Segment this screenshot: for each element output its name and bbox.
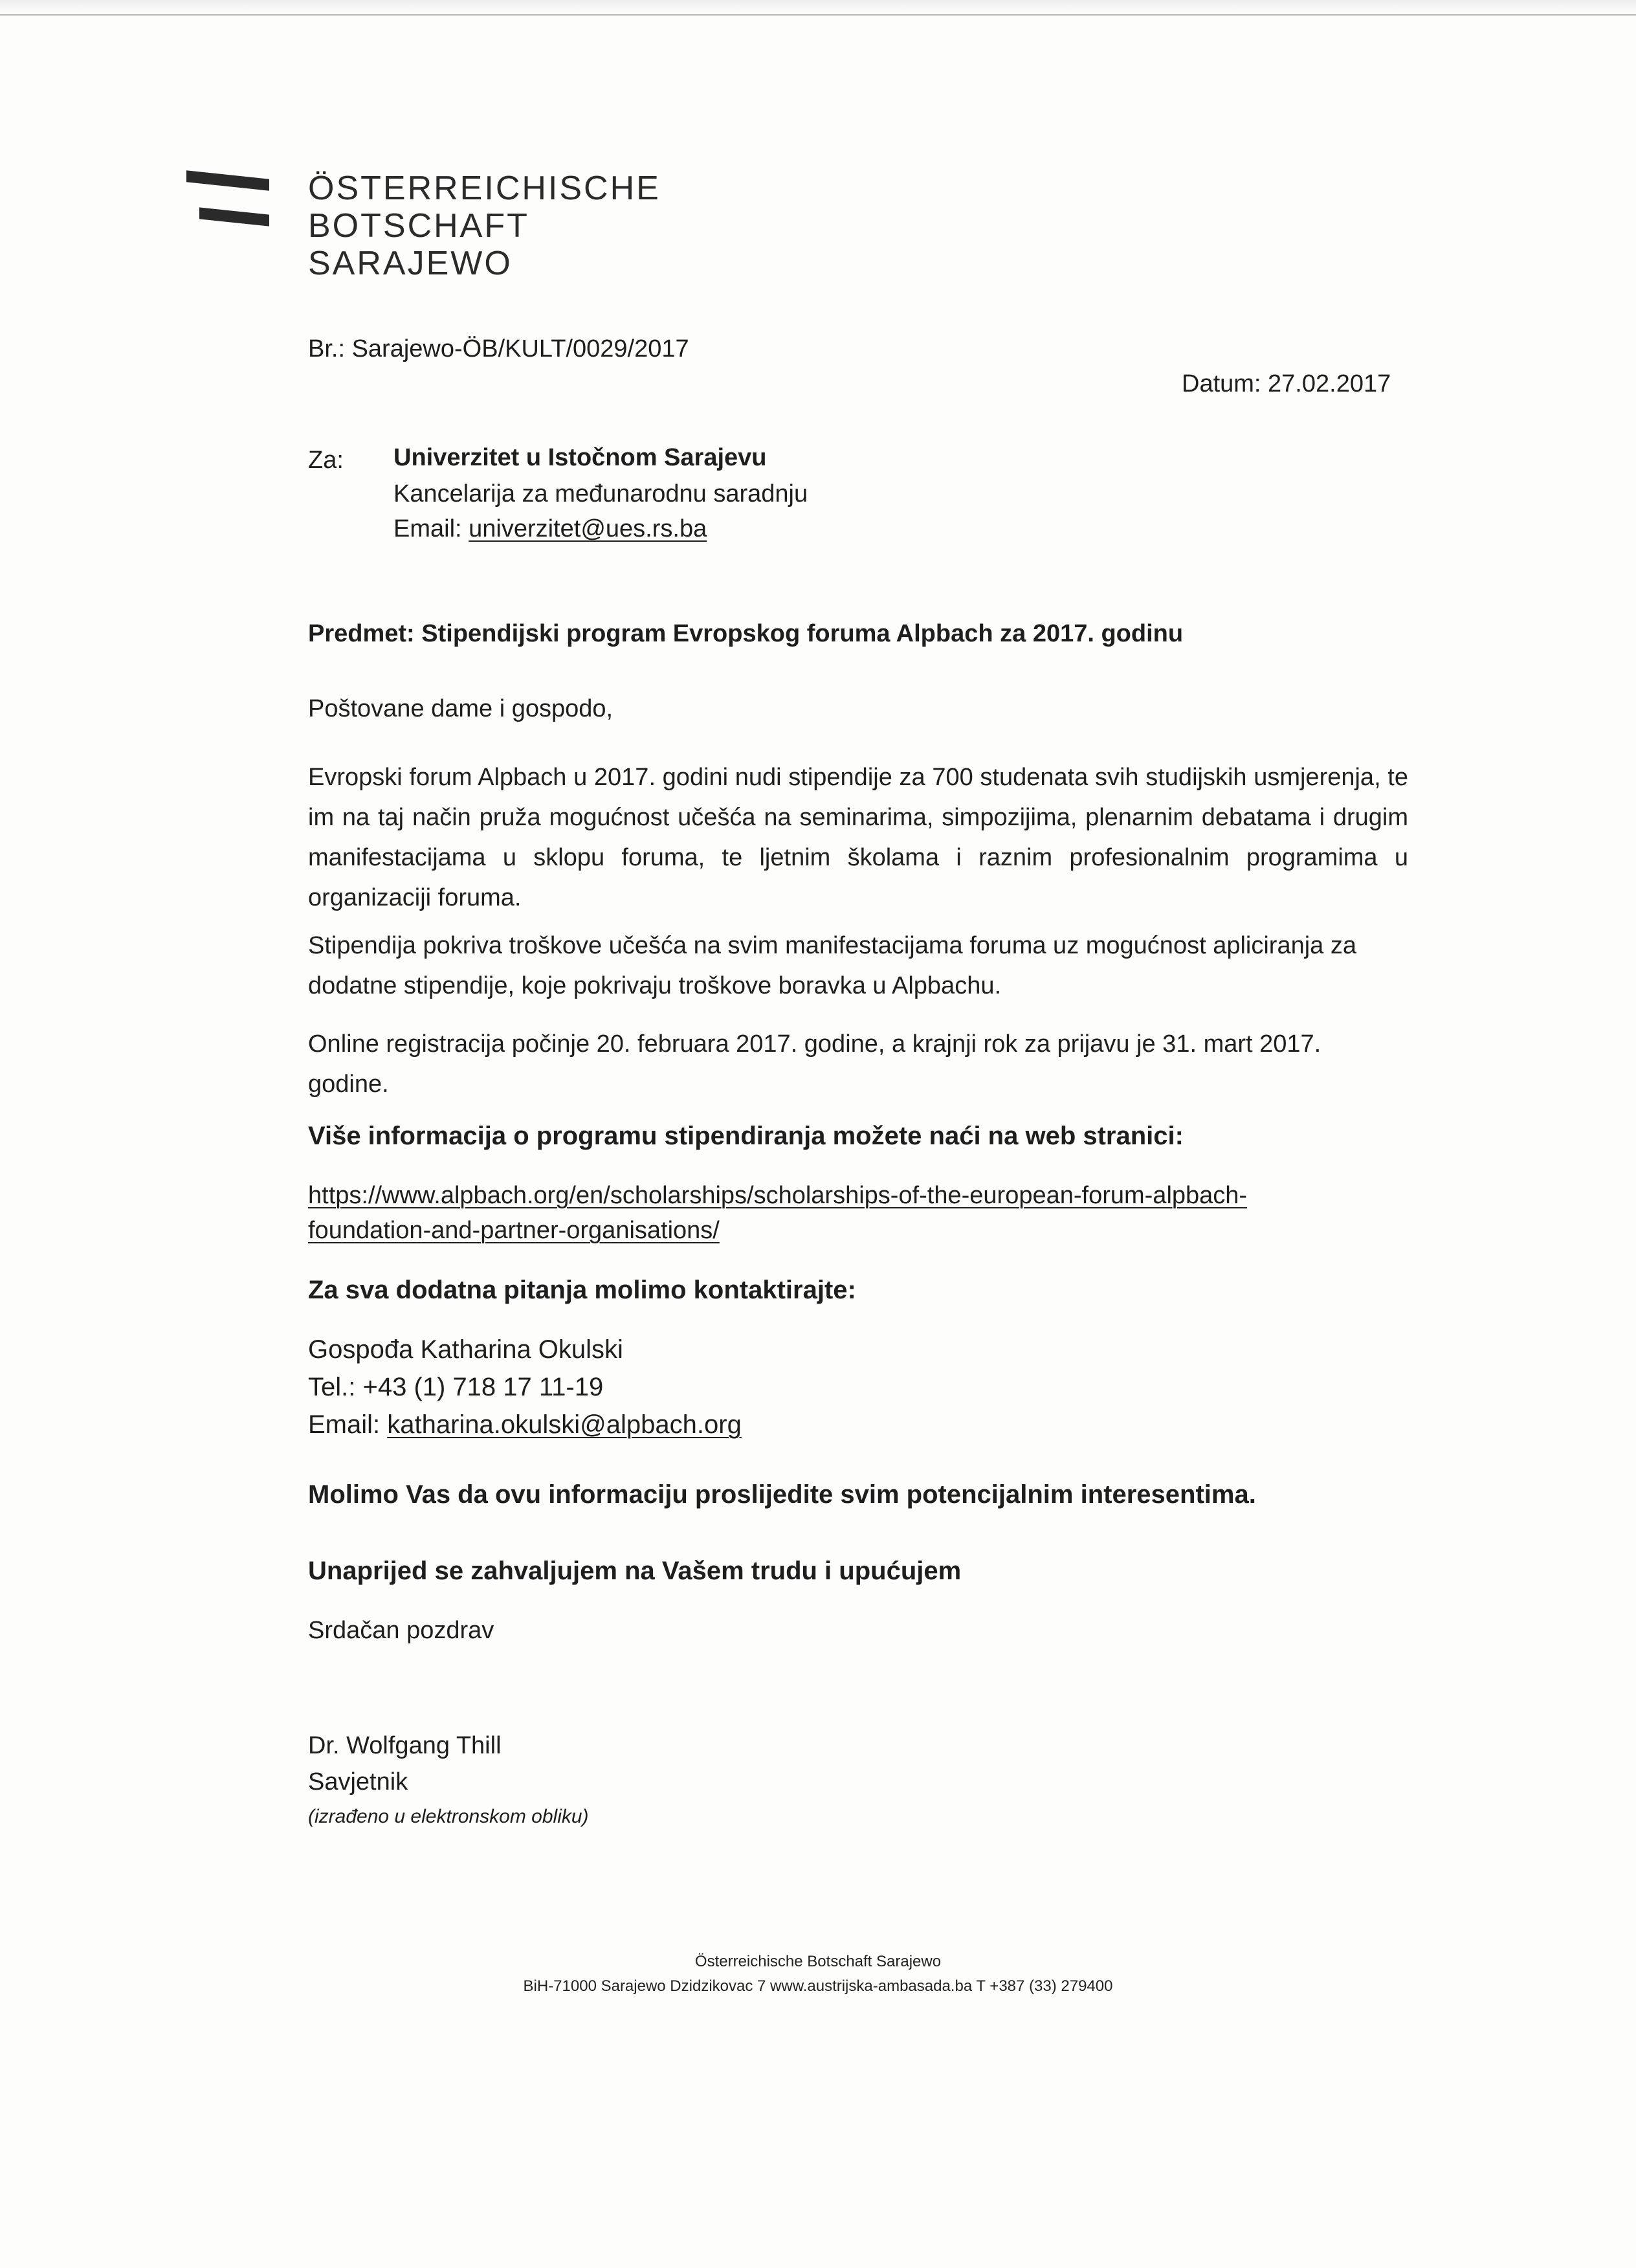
- paragraph-2: Stipendija pokriva troškove učešća na svim manifestacijama foruma uz mogućnost apliciranja za dodatne stipendije, koje pokrivaju troškove boravka u Alpbachu.: [308, 932, 1356, 999]
- contact-email-line: [308, 1410, 742, 1440]
- reference-number: Br.: Sarajewo-ÖB/KULT/0029/2017: [308, 335, 689, 362]
- letterhead-line-3: SARAJEWO: [308, 245, 513, 282]
- greeting: Poštovane dame i gospodo,: [308, 695, 614, 722]
- scholarship-url-line-1[interactable]: https://www.alpbach.org/en/scholarships/scholarships-of-the-european-forum-alpbach-: [308, 1182, 1248, 1209]
- signatory-name: Dr. Wolfgang Thill: [308, 1732, 502, 1759]
- scan-edge-shadow: [0, 0, 1636, 14]
- signatory-title: Savjetnik: [308, 1768, 408, 1796]
- subject-line: Predmet: Stipendijski program Evropskog foruma Alpbach za 2017. godinu: [308, 620, 1184, 647]
- contact-email-label: Email:: [308, 1410, 388, 1439]
- scan-edge-line: [0, 14, 1636, 16]
- thanks-line: Unaprijed se zahvaljujem na Vašem trudu i upućujem: [308, 1557, 962, 1585]
- letterhead-line-2: BOTSCHAFT: [308, 207, 529, 245]
- recipient-email-label: Email:: [393, 515, 469, 542]
- closing-line: Srdačan pozdrav: [308, 1617, 494, 1644]
- recipient-email-link[interactable]: univerzitet@ues.rs.ba: [469, 515, 707, 542]
- recipient-label: Za:: [308, 447, 344, 474]
- forward-request: Molimo Vas da ovu informaciju proslijedite svim potencijalnim interesentima.: [308, 1480, 1256, 1509]
- contact-phone: Tel.: +43 (1) 718 17 11-19: [308, 1373, 604, 1401]
- letter-date: Datum: 27.02.2017: [1182, 370, 1391, 397]
- contact-email-link[interactable]: katharina.okulski@alpbach.org: [387, 1410, 742, 1439]
- electronic-note: (izrađeno u elektronskom obliku): [308, 1806, 589, 1827]
- recipient-name: Univerzitet u Istočnom Sarajevu: [393, 444, 767, 471]
- recipient-office: Kancelarija za međunarodnu saradnju: [393, 480, 808, 507]
- letterhead-line-1: ÖSTERREICHISCHE: [308, 170, 661, 207]
- paragraph-3: Online registracija počinje 20. februara 2017. godine, a krajnji rok za prijavu je 31. mart 2017. godine.: [308, 1030, 1321, 1098]
- embassy-logo-icon: [175, 175, 278, 227]
- footer-line-1: Österreichische Botschaft Sarajewo: [694, 1953, 942, 1970]
- more-info-heading: Više informacija o programu stipendiranja možete naći na web stranici:: [308, 1122, 1184, 1150]
- recipient-email-line: [393, 514, 707, 544]
- letterhead-title: [308, 170, 661, 282]
- scholarship-url-line-2[interactable]: foundation-and-partner-organisations/: [308, 1217, 720, 1244]
- paragraph-1: Evropski forum Alpbach u 2017. godini nudi stipendije za 700 studenata svih studijskih usmjerenja, te im na taj način pruža mogućnost učešća na seminarima, simpozijima, plenarnim debatama i drugim manifestacijama u sklopu foruma, te ljetnim školama i raznim profesionalnim programima u organizaciji foruma.: [308, 764, 1408, 911]
- footer-line-2: BiH-71000 Sarajewo Dzidzikovac 7 www.austrijska-ambasada.ba T +387 (33) 279400: [523, 1977, 1113, 1995]
- contact-heading: Za sva dodatna pitanja molimo kontaktirajte:: [308, 1276, 856, 1304]
- contact-name: Gospođa Katharina Okulski: [308, 1335, 623, 1364]
